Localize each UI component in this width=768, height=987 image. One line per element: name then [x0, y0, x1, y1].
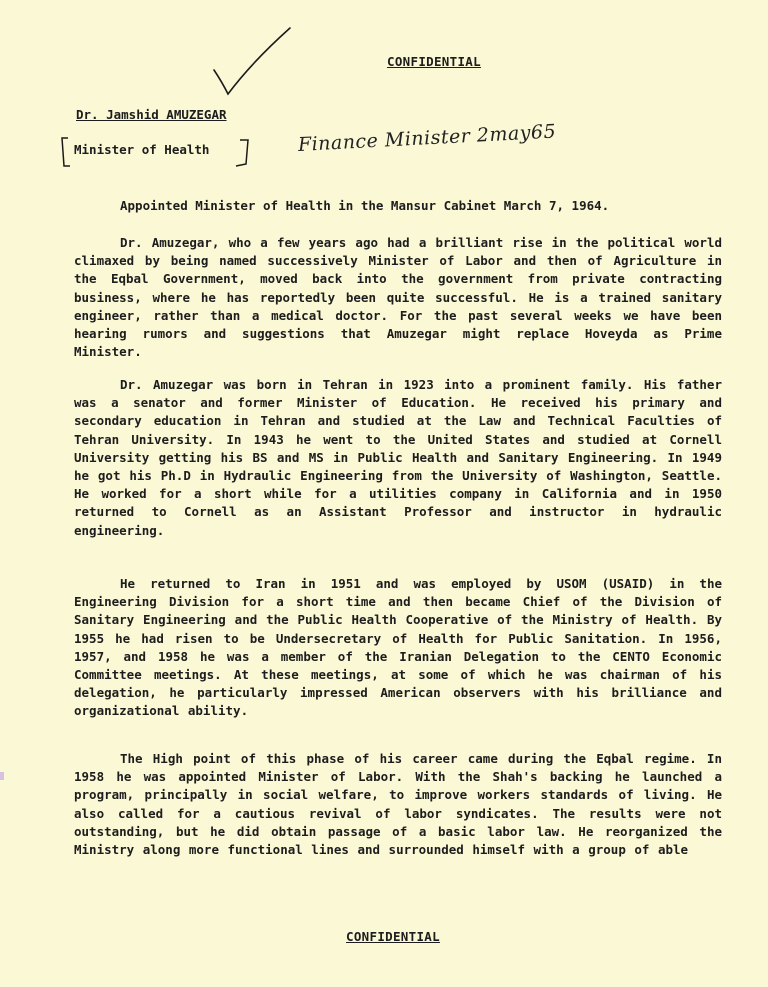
paragraph: Dr. Amuzegar, who a few years ago had a brilliant rise in the political world climaxed by being named successively Minister of Labor and then of Agriculture in the Eqbal Government, moved back into the government from private contracting business, where he has reportedly been quite successful. He is a trained sanitary engineer, rather than a medical doctor. For the past several weeks we have been hearing rumors and suggestions that Amuzegar might replace Hoveyda as Prime Minister.: [74, 235, 722, 360]
handwritten-annotation: Finance Minister 2may65: [297, 120, 557, 156]
appointment-line: Appointed Minister of Health in the Mansur Cabinet March 7, 1964.: [120, 198, 610, 213]
paragraph: He returned to Iran in 1951 and was employed by USOM (USAID) in the Engineering Division for a short time and then became Chief of the Division of Sanitary Engineering and the Public Health Cooperative of the Ministry of Health. By 1955 he had risen to be Undersecretary of Health for Public Sanitation. In 1956, 1957, and 1958 he was a member of the Iranian Delegation to the CENTO Economic Committee meetings. At these meetings, at some of which he was chairman of his delegation, he particularly impressed American observers with his brilliance and organizational ability.: [74, 576, 722, 719]
handwritten-check-mark: [212, 22, 292, 97]
header-classification: CONFIDENTIAL: [387, 54, 481, 69]
paragraph: The High point of this phase of his career came during the Eqbal regime. In 1958 he was appointed Minister of Labor. With the Shah's backing he launched a program, principally in social welfare, to improve workers standards of living. He also called for a cautious revival of labor syndicates. The results were not outstanding, but he did obtain passage of a basic labor law. He reorganized the Ministry along more functional lines and surrounded himself with a group of able: [74, 751, 722, 858]
paragraph: Dr. Amuzegar was born in Tehran in 1923 into a prominent family. His father was a senator and former Minister of Education. He received his primary and secondary education in Tehran and studied at the Law and Technical Faculties of Tehran University. In 1943 he went to the United States and studied at Cornell University getting his BS and MS in Public Health and Sanitary Engineering. In 1949 he got his Ph.D in Hydraulic Engineering from the University of Washington, Seattle. He worked for a short while for a utilities company in California and in 1950 returned to Cornell as an Assistant Professor and instructor in hydraulic engineering.: [74, 377, 722, 538]
footer-classification: CONFIDENTIAL: [346, 929, 440, 944]
subject-name: Dr. Jamshid AMUZEGAR: [76, 107, 227, 122]
subject-title: Minister of Health: [74, 142, 210, 157]
scan-artifact: [0, 772, 4, 780]
